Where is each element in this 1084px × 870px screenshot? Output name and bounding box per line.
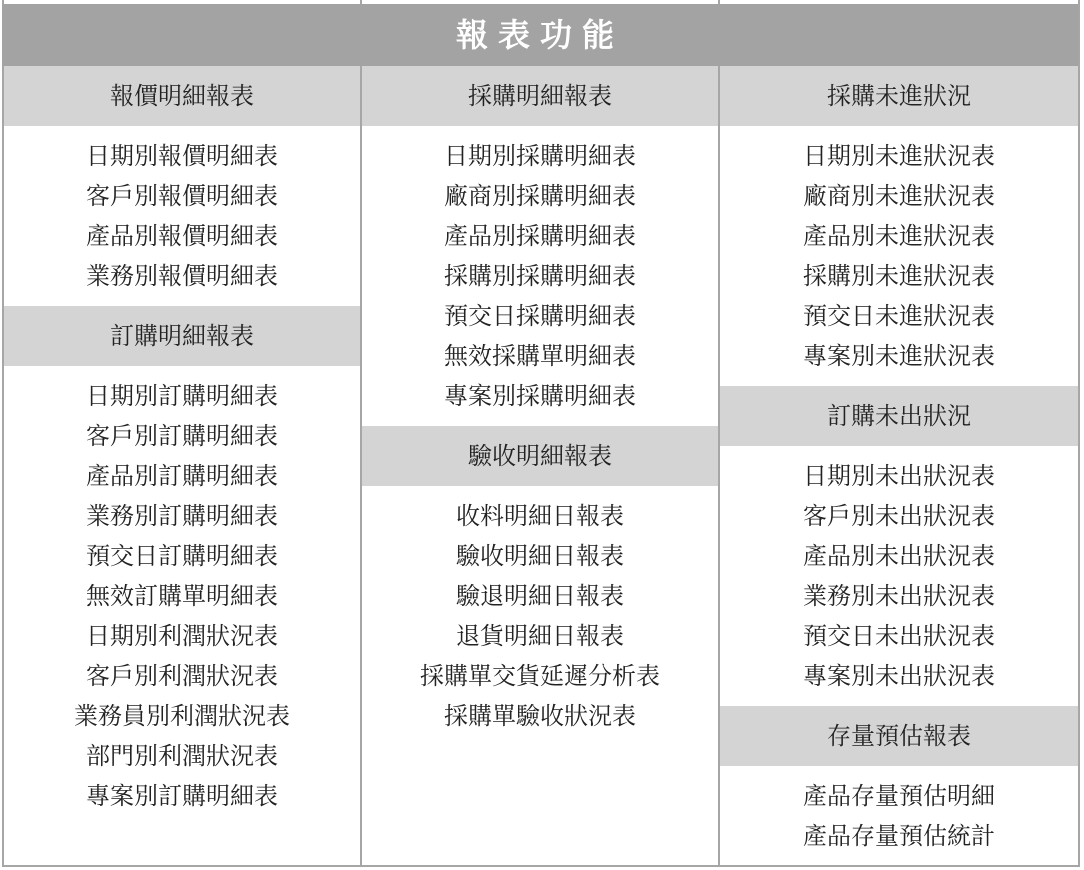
report-list bbox=[720, 766, 1078, 866]
report-link[interactable]: 客戶別利潤狀況表 bbox=[86, 662, 278, 690]
report-link[interactable]: 日期別採購明細表 bbox=[444, 142, 636, 170]
report-link[interactable]: 專案別訂購明細表 bbox=[86, 782, 278, 810]
report-link[interactable]: 收料明細日報表 bbox=[456, 502, 624, 530]
report-link[interactable]: 產品別採購明細表 bbox=[444, 222, 636, 250]
report-section bbox=[720, 706, 1078, 866]
report-column-2 bbox=[362, 66, 718, 868]
report-link[interactable]: 日期別未出狀況表 bbox=[803, 462, 995, 490]
report-link[interactable]: 預交日未出狀況表 bbox=[803, 622, 995, 650]
report-section bbox=[4, 306, 360, 826]
report-list bbox=[362, 126, 718, 426]
report-list bbox=[720, 126, 1078, 386]
report-link[interactable]: 日期別報價明細表 bbox=[86, 142, 278, 170]
report-link[interactable]: 驗退明細日報表 bbox=[456, 582, 624, 610]
report-link[interactable]: 預交日訂購明細表 bbox=[86, 542, 278, 570]
report-link[interactable]: 專案別採購明細表 bbox=[444, 382, 636, 410]
report-link[interactable]: 產品別未出狀況表 bbox=[803, 542, 995, 570]
report-link[interactable]: 產品存量預估統計 bbox=[803, 822, 995, 850]
section-header: 採購未進狀況 bbox=[720, 66, 1078, 126]
report-link[interactable]: 驗收明細日報表 bbox=[456, 542, 624, 570]
report-section bbox=[362, 426, 718, 746]
report-link[interactable]: 產品別報價明細表 bbox=[86, 222, 278, 250]
section-header: 報價明細報表 bbox=[4, 66, 360, 126]
report-link[interactable]: 業務別訂購明細表 bbox=[86, 502, 278, 530]
report-section bbox=[720, 66, 1078, 386]
section-header: 驗收明細報表 bbox=[362, 426, 718, 486]
report-link[interactable]: 日期別訂購明細表 bbox=[86, 382, 278, 410]
report-link[interactable]: 日期別利潤狀況表 bbox=[86, 622, 278, 650]
report-link[interactable]: 專案別未進狀況表 bbox=[803, 342, 995, 370]
report-list bbox=[4, 366, 360, 826]
report-link[interactable]: 產品別未進狀況表 bbox=[803, 222, 995, 250]
report-link[interactable]: 客戶別報價明細表 bbox=[86, 182, 278, 210]
report-link[interactable]: 無效訂購單明細表 bbox=[86, 582, 278, 610]
page-title: 報表功能 bbox=[2, 4, 1078, 66]
report-link[interactable]: 業務員別利潤狀況表 bbox=[74, 702, 290, 730]
report-link[interactable]: 採購單驗收狀況表 bbox=[444, 702, 636, 730]
report-link[interactable]: 業務別報價明細表 bbox=[86, 262, 278, 290]
report-link[interactable]: 廠商別未進狀況表 bbox=[803, 182, 995, 210]
report-link[interactable]: 部門別利潤狀況表 bbox=[86, 742, 278, 770]
report-list bbox=[720, 446, 1078, 706]
report-link[interactable]: 業務別未出狀況表 bbox=[803, 582, 995, 610]
report-column-3 bbox=[720, 66, 1078, 868]
report-section bbox=[4, 66, 360, 306]
report-link[interactable]: 預交日未進狀況表 bbox=[803, 302, 995, 330]
report-link[interactable]: 採購別採購明細表 bbox=[444, 262, 636, 290]
section-header: 採購明細報表 bbox=[362, 66, 718, 126]
report-link[interactable]: 採購別未進狀況表 bbox=[803, 262, 995, 290]
report-link[interactable]: 採購單交貨延遲分析表 bbox=[420, 662, 660, 690]
report-link[interactable]: 日期別未進狀況表 bbox=[803, 142, 995, 170]
report-section bbox=[362, 66, 718, 426]
report-list bbox=[4, 126, 360, 306]
report-section bbox=[720, 386, 1078, 706]
report-link[interactable]: 客戶別訂購明細表 bbox=[86, 422, 278, 450]
report-link[interactable]: 專案別未出狀況表 bbox=[803, 662, 995, 690]
report-link[interactable]: 客戶別未出狀況表 bbox=[803, 502, 995, 530]
report-link[interactable]: 產品別訂購明細表 bbox=[86, 462, 278, 490]
report-link[interactable]: 產品存量預估明細 bbox=[803, 782, 995, 810]
report-link[interactable]: 預交日採購明細表 bbox=[444, 302, 636, 330]
report-link[interactable]: 退貨明細日報表 bbox=[456, 622, 624, 650]
section-header: 訂購明細報表 bbox=[4, 306, 360, 366]
section-header: 存量預估報表 bbox=[720, 706, 1078, 766]
report-column-1 bbox=[4, 66, 360, 868]
report-link[interactable]: 無效採購單明細表 bbox=[444, 342, 636, 370]
section-header: 訂購未出狀況 bbox=[720, 386, 1078, 446]
report-list bbox=[362, 486, 718, 746]
report-link[interactable]: 廠商別採購明細表 bbox=[444, 182, 636, 210]
